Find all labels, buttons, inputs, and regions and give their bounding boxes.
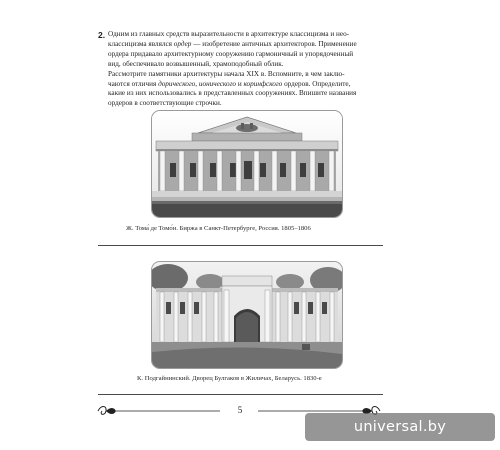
task-line: Одним из главных средств выразительности в архитектуре классицизма и нео- (108, 30, 350, 38)
task-text (108, 30, 384, 109)
task-line: вид, обеспечивало возвышенный, храмоподобный облик. (108, 59, 284, 68)
photo-bulgak-palace (152, 262, 342, 368)
task-line: ордера придавало архитектурному сооружению гармоничный и упорядоченный (108, 49, 354, 58)
italic-term: дорического (158, 79, 196, 88)
task-line: Рассмотрите памятники архитектуры начала XIX в. Вспомните, в чем заклю- (108, 69, 345, 78)
italic-term: коринфского (243, 79, 283, 88)
answer-line-2[interactable] (98, 394, 383, 395)
italic-term: ионического (198, 79, 237, 88)
caption-stock-exchange: Ж. Тома́ де Томо́н. Биржа в Санкт-Петербурге, Россия. 1805–1806 (126, 225, 311, 232)
page-number: 5 (237, 405, 243, 415)
task-line: чаются отличия дорического, ионического и коринфского ордеров. Определите, (108, 79, 351, 88)
task-line: какие из них использовались в представленных сооружениях. Впишите названия (108, 89, 357, 98)
ornament-left-icon (96, 405, 224, 417)
task-line: классицизма являлся ордер — изобретение античных архитекторов. Применение (108, 39, 357, 48)
photo-stock-exchange (152, 111, 342, 217)
italic-term: ордер (173, 39, 192, 48)
task-line: ордеров в соответствующие строчки. (108, 99, 222, 108)
answer-line-1[interactable] (98, 245, 383, 246)
task-number: 2. (98, 30, 106, 40)
watermark-badge: universal.by (305, 413, 495, 441)
caption-bulgak-palace: К. Подгайнинский. Дворец Булгаков в Жиличах, Беларусь. 1830-е (137, 375, 322, 382)
